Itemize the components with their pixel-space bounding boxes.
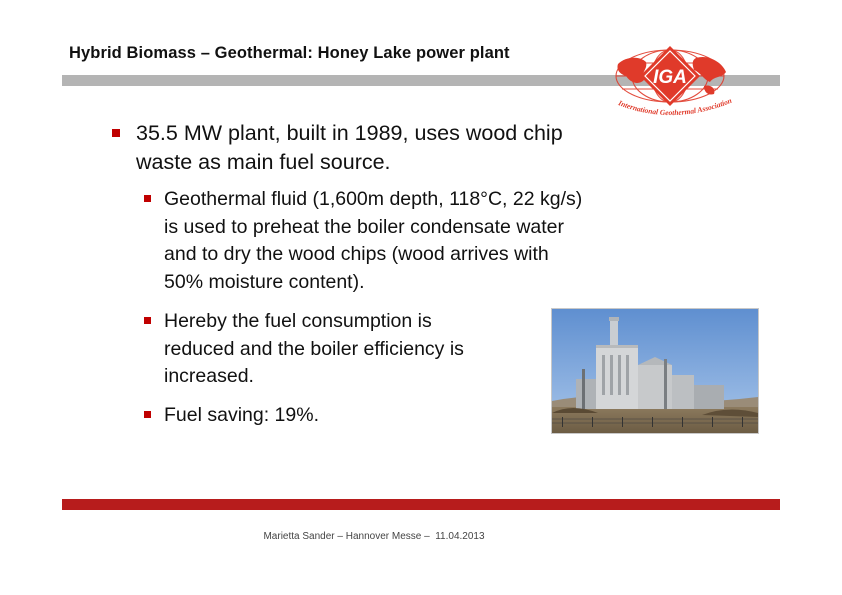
sub-bullet-2-line2: reduced and the boiler efficiency is [164, 337, 464, 360]
bullet-marker-icon [144, 317, 151, 324]
sub-bullet-3 [144, 402, 319, 430]
power-plant-photo [551, 308, 759, 434]
bullet-main-line1: 35.5 MW plant, built in 1989, uses wood chip [136, 121, 563, 145]
sub-bullet-1-line2: is used to preheat the boiler condensate water [164, 215, 565, 238]
sub-bullet-1-line3: and to dry the wood chips (wood arrives with [164, 243, 549, 265]
iga-logo [604, 42, 744, 128]
sub-bullet-1-line1: Geothermal fluid (1,600m depth, 118°C, 22 kg/s) [164, 188, 583, 210]
bullet-marker-icon [144, 195, 151, 202]
slide-title: Hybrid Biomass – Geothermal: Honey Lake power plant [69, 44, 510, 62]
bullet-main [112, 119, 712, 177]
footer-text: Marietta Sander – Hannover Messe – 11.04.2013 [263, 531, 485, 542]
logo-text: IGA [653, 67, 687, 88]
sub-bullet-1-line4: 50% moisture content). [164, 270, 365, 293]
logo-caption: International Geothermal Association [617, 95, 733, 118]
sub-bullet-1 [144, 186, 582, 296]
bullet-marker-icon [144, 411, 151, 418]
sub-bullet-3-line1: Fuel saving: 19%. [164, 404, 320, 426]
bottom-rule [62, 499, 780, 510]
bullet-list [112, 119, 712, 177]
sub-bullet-2 [144, 308, 464, 391]
sub-bullet-2-line3: increased. [164, 365, 254, 387]
bullet-main-line2: waste as main fuel source. [136, 150, 391, 174]
sub-bullet-2-line1: Hereby the fuel consumption is [164, 310, 432, 332]
bullet-marker-icon [112, 129, 120, 137]
